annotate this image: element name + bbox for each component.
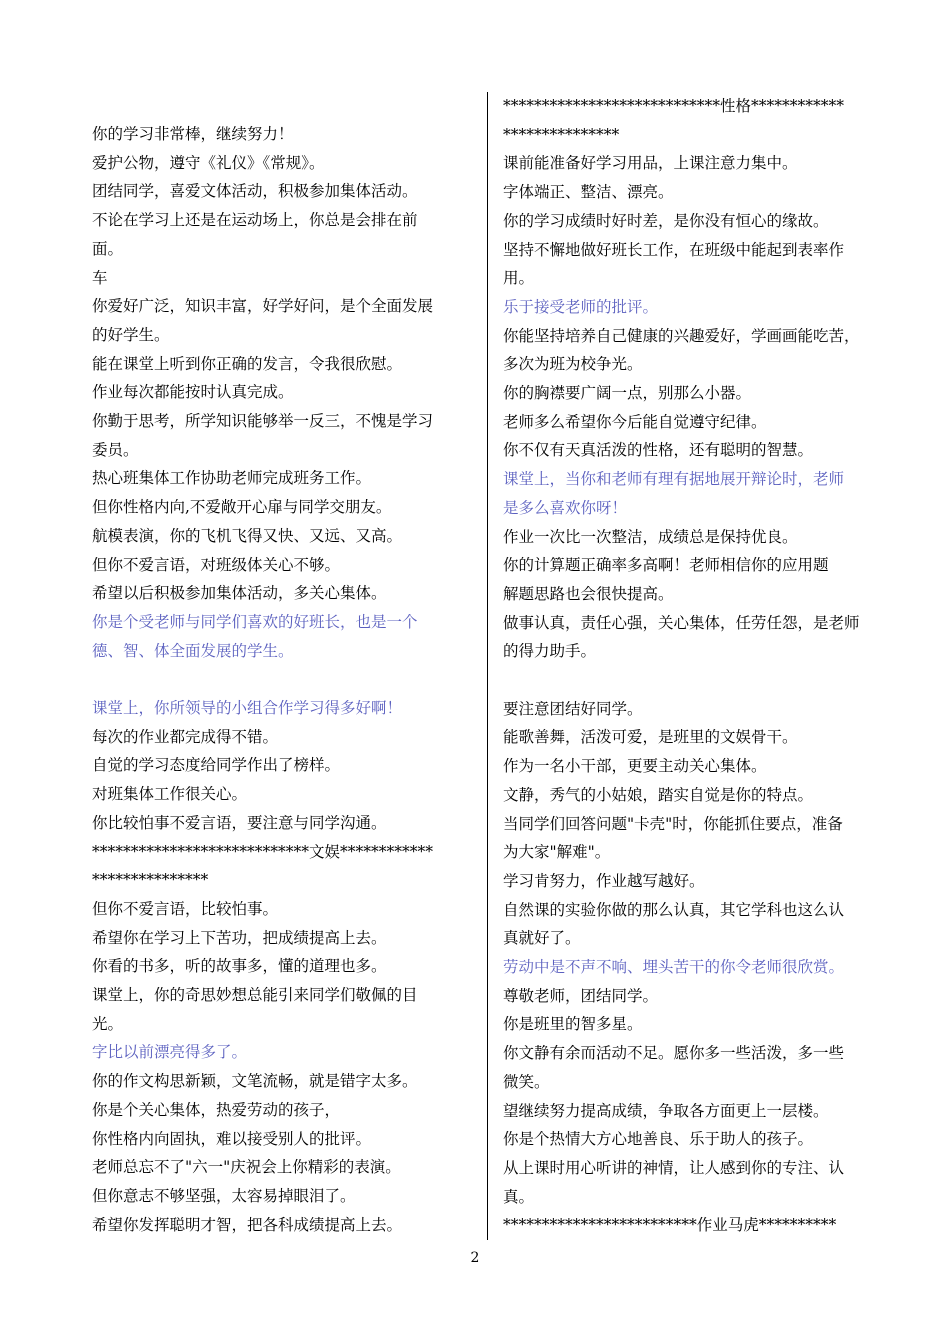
text-line: 你勤于思考，所学知识能够举一反三，不愧是学习 [92, 412, 434, 430]
page-number: 2 [470, 1250, 480, 1266]
text-line: 面。 [92, 239, 124, 258]
text-line: 要注意团结好同学。 [503, 699, 643, 718]
text-line: 你比较怕事不爱言语，要注意与同学沟通。 [92, 813, 387, 832]
text-line: 车 [92, 268, 108, 287]
text-line: 课堂上，当你和老师有理有据地展开辩论时，老师 [503, 470, 845, 489]
text-line: 乐于接受老师的批评。 [503, 297, 659, 316]
text-line: 你的作文构思新颖，文笔流畅，就是错字太多。 [92, 1072, 418, 1091]
text-line: 课堂上，你的奇思妙想总能引来同学们敬佩的目 [92, 986, 418, 1004]
text-line: 对班集体工作很关心。 [92, 785, 248, 804]
text-line: 德、智、体全面发展的学生。 [92, 641, 294, 660]
text-line: 课堂上，你所领导的小组合作学习得多好啊！ [92, 699, 403, 717]
text-line: 坚持不懈地做好班长工作，在班级中能起到表率作 [503, 240, 845, 259]
text-line: 为大家"解难"。 [503, 843, 611, 862]
text-line: 课前能准备好学习用品，上课注意力集中。 [503, 154, 798, 173]
text-line: 你是班里的智多星。 [503, 1015, 643, 1034]
text-line: 作业每次都能按时认真完成。 [92, 383, 294, 402]
text-line: 你爱好广泛，知识丰富，好学好问，是个全面发展 [92, 297, 434, 316]
text-line: 但你意志不够坚强，太容易掉眼泪了。 [92, 1186, 356, 1205]
text-line: *************** [92, 871, 209, 890]
column-divider [487, 92, 488, 1240]
text-line: 能歌善舞，活泼可爱，是班里的文娱骨干。 [503, 728, 798, 747]
text-line: 每次的作业都完成得不错。 [92, 727, 279, 746]
text-line: 当同学们回答问题"卡壳"时，你能抓住要点，准备 [503, 814, 843, 833]
text-line: 希望你在学习上下苦功，把成绩提高上去。 [92, 928, 387, 947]
text-line: 你是个关心集体，热爱劳动的孩子， [92, 1100, 341, 1119]
text-line: 老师多么希望你今后能自觉遵守纪律。 [503, 412, 767, 431]
text-line: 从上课时用心听讲的神情，让人感到你的专注、认 [503, 1158, 845, 1177]
text-line: 作为一名小干部，更要主动关心集体。 [503, 757, 767, 776]
text-line: *************************作业马虎********** [503, 1216, 837, 1235]
text-line: 劳动中是不声不响、埋头苦干的你令老师很欣赏。 [503, 958, 845, 976]
text-line: 你的胸襟要广阔一点，别那么小器。 [503, 384, 752, 402]
text-line: 但你不爱言语，对班级体关心不够。 [92, 555, 341, 574]
text-line: 解题思路也会很快提高。 [503, 584, 674, 603]
text-line: 你的学习非常棒，继续努力！ [92, 125, 294, 143]
text-line: ****************************文娱************ [92, 842, 434, 861]
text-line: 用。 [503, 269, 535, 288]
text-line: 做事认真，责任心强，关心集体，任劳任怨，是老师 [503, 613, 860, 632]
text-line: 自然课的实验你做的那么认真，其它学科也这么认 [503, 900, 845, 919]
text-line: 是多么喜欢你呀！ [503, 498, 628, 517]
text-line: 你是个热情大方心地善良、乐于助人的孩子。 [503, 1130, 814, 1149]
text-line: 你看的书多，听的故事多，懂的道理也多。 [92, 957, 387, 976]
text-line: 多次为班为校争光。 [503, 355, 643, 374]
text-line: 你是个受老师与同学们喜欢的好班长，也是一个 [92, 612, 418, 631]
text-line: 微笑。 [503, 1072, 550, 1091]
text-line: 你的学习成绩时好时差，是你没有恒心的缘故。 [503, 211, 829, 230]
text-line: 你能坚持培养自己健康的兴趣爱好，学画画能吃苦， [503, 326, 860, 345]
text-line: 你不仅有天真活泼的性格，还有聪明的智慧。 [503, 441, 814, 460]
text-line: 你文静有余而活动不足。愿你多一些活泼，多一些 [503, 1044, 845, 1063]
text-line: 你的计算题正确率多高啊！老师相信你的应用题 [503, 556, 829, 575]
text-line: 尊敬老师，团结同学。 [503, 986, 659, 1005]
text-line: 自觉的学习态度给同学作出了榜样。 [92, 756, 341, 775]
text-line: 希望以后积极参加集体活动，多关心集体。 [92, 584, 387, 603]
text-line: 真就好了。 [503, 929, 581, 948]
text-line: 不论在学习上还是在运动场上，你总是会排在前 [92, 211, 418, 230]
text-line: ****************************性格************ [503, 97, 845, 115]
text-line: 的好学生。 [92, 325, 170, 344]
text-line: 能在课堂上听到你正确的发言，令我很欣慰。 [92, 354, 403, 373]
text-line: 字体端正、整洁、漂亮。 [503, 183, 674, 202]
text-line: 希望你发挥聪明才智，把各科成绩提高上去。 [92, 1215, 403, 1234]
text-line: 但你不爱言语，比较怕事。 [92, 899, 279, 918]
text-line: 作业一次比一次整洁，成绩总是保持优良。 [503, 527, 798, 546]
text-line: 热心班集体工作协助老师完成班务工作。 [92, 469, 372, 488]
text-line: 但你性格内向,不爱敞开心扉与同学交朋友。 [92, 498, 392, 517]
text-line: 航模表演，你的飞机飞得又快、又远、又高。 [92, 526, 403, 545]
text-line: 望继续努力提高成绩，争取各方面更上一层楼。 [503, 1101, 829, 1120]
text-line: 老师总忘不了"六一"庆祝会上你精彩的表演。 [92, 1158, 401, 1177]
text-line: 光。 [92, 1014, 124, 1033]
text-line: 委员。 [92, 440, 139, 459]
text-line: *************** [503, 125, 620, 144]
text-line: 的得力助手。 [503, 642, 597, 661]
text-line: 爱护公物，遵守《礼仪》《常规》。 [92, 153, 325, 172]
text-line: 真。 [503, 1187, 535, 1206]
text-line: 学习肯努力，作业越写越好。 [503, 871, 705, 890]
text-line: 字比以前漂亮得多了。 [92, 1043, 248, 1062]
text-line: 文静，秀气的小姑娘，踏实自觉是你的特点。 [503, 785, 814, 804]
text-line: 你性格内向固执，难以接受别人的批评。 [92, 1129, 372, 1148]
text-line: 团结同学，喜爱文体活动，积极参加集体活动。 [92, 182, 418, 201]
